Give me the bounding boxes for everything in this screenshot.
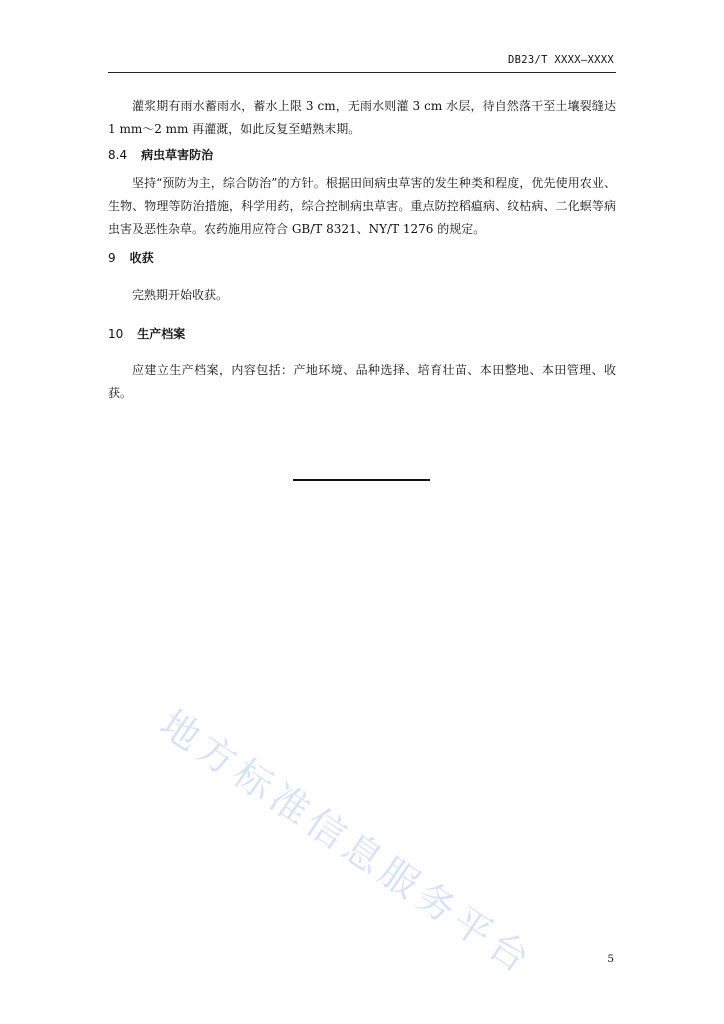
section-10-heading	[108, 325, 185, 342]
section-8-4-heading	[108, 146, 213, 163]
section-10-body: 应建立生产档案，内容包括：产地环境、品种选择、培育壮苗、本田整地、本田管理、收获。	[108, 363, 616, 400]
section-title: 生产档案	[137, 327, 186, 341]
section-9-heading	[108, 249, 154, 266]
section-number: 10	[108, 327, 124, 341]
section-title: 收获	[129, 251, 154, 265]
section-title: 病虫草害防治	[141, 148, 214, 162]
section-number: 8.4	[108, 148, 128, 162]
section-8-4-body: 坚持“预防为主，综合防治”的方针。根据田间病虫草害的发生种类和程度，优先使用农业、生物、物理等防治措施，科学用药，综合控制病虫草害。重点防控稻瘟病、纹枯病、二化螟等病虫害及恶性杂草。农药施用应符合 GB/T 8321、NY/T 1276 的规定。	[108, 176, 616, 236]
watermark-text: 地方标准信息服务平台	[152, 701, 542, 984]
document-header-code: DB23/T XXXX—XXXX	[508, 54, 614, 66]
page-number: 5	[607, 953, 614, 965]
irrigation-paragraph: 灌浆期有雨水蓄雨水，蓄水上限 3 cm，无雨水则灌 3 cm 水层，待自然落干至土壤裂缝达 1 mm～2 mm 再灌溉，如此反复至蜡熟末期。	[108, 99, 616, 136]
section-9-body: 完熟期开始收获。	[132, 288, 229, 302]
end-of-document-rule	[293, 479, 430, 481]
section-number: 9	[108, 251, 116, 265]
header-rule	[108, 72, 616, 73]
